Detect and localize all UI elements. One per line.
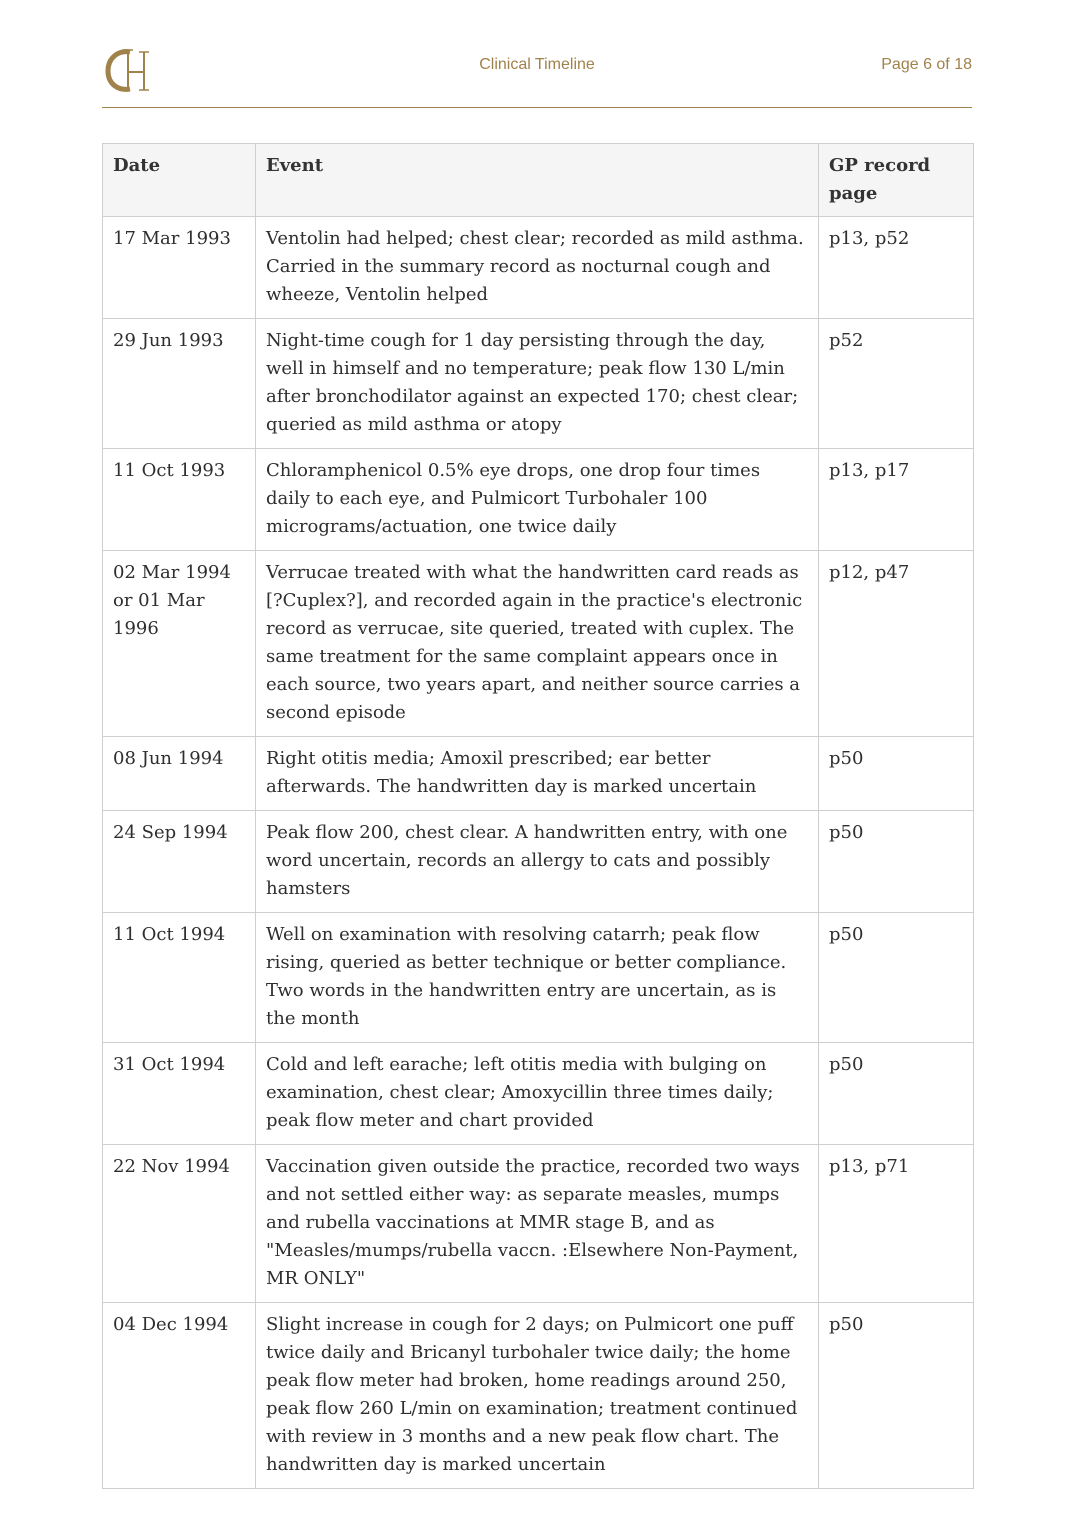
gp-page-cell: p50 [819,1303,974,1489]
date-cell: 22 Nov 1994 [103,1145,256,1303]
table-row [103,217,974,319]
table-row [103,449,974,551]
gp-page-cell: p13, p52 [819,217,974,319]
date-cell: 08 Jun 1994 [103,737,256,811]
column-header-event: Event [256,144,819,217]
event-cell: Night-time cough for 1 day persisting through the day, well in himself and no temperature; peak flow 130 L/min after bronchodilator against an expected 170; chest clear; queried as mild asthma or atopy [256,319,819,449]
event-cell: Vaccination given outside the practice, recorded two ways and not settled either way: as separate measles, mumps and rubella vaccinations at MMR stage B, and as "Measles/mumps/rubella vaccn. :Elsewhere Non-Payment, MR ONLY" [256,1145,819,1303]
event-cell: Verrucae treated with what the handwritten card reads as [?Cuplex?], and recorded again in the practice's electronic record as verrucae, site queried, treated with cuplex. The same treatment for the same complaint appears once in each source, two years apart, and neither source carries a second episode [256,551,819,737]
date-cell: 29 Jun 1993 [103,319,256,449]
table-row [103,319,974,449]
date-cell: 02 Mar 1994 or 01 Mar 1996 [103,551,256,737]
gp-page-cell: p50 [819,913,974,1043]
table-row [103,1043,974,1145]
table-row [103,1303,974,1489]
date-cell: 11 Oct 1994 [103,913,256,1043]
event-cell: Peak flow 200, chest clear. A handwritten entry, with one word uncertain, records an allergy to cats and possibly hamsters [256,811,819,913]
event-cell: Slight increase in cough for 2 days; on Pulmicort one puff twice daily and Bricanyl turbohaler twice daily; the home peak flow meter had broken, home readings around 250, peak flow 260 L/min on examination; treatment continued with review in 3 months and a new peak flow chart. The handwritten day is marked uncertain [256,1303,819,1489]
column-header-date: Date [103,144,256,217]
page-indicator: Page 6 of 18 [881,56,972,73]
event-cell: Ventolin had helped; chest clear; recorded as mild asthma. Carried in the summary record as nocturnal cough and wheeze, Ventolin helped [256,217,819,319]
column-header-gp-record-page: GP record page [819,144,974,217]
date-cell: 17 Mar 1993 [103,217,256,319]
table-row [103,811,974,913]
clinical-timeline-table [102,143,974,1489]
date-cell: 04 Dec 1994 [103,1303,256,1489]
event-cell: Chloramphenicol 0.5% eye drops, one drop four times daily to each eye, and Pulmicort Turbohaler 100 micrograms/actuation, one twice daily [256,449,819,551]
date-cell: 24 Sep 1994 [103,811,256,913]
gp-page-cell: p13, p17 [819,449,974,551]
gp-page-cell: p50 [819,1043,974,1145]
table-header [103,144,974,217]
date-cell: 31 Oct 1994 [103,1043,256,1145]
gp-page-cell: p13, p71 [819,1145,974,1303]
date-cell: 11 Oct 1993 [103,449,256,551]
gp-page-cell: p52 [819,319,974,449]
table-row [103,1145,974,1303]
table-row [103,551,974,737]
document-title: Clinical Timeline [479,56,595,73]
gp-page-cell: p50 [819,737,974,811]
table-row [103,737,974,811]
table-header-row [103,144,974,217]
gp-page-cell: p12, p47 [819,551,974,737]
gp-page-cell: p50 [819,811,974,913]
event-cell: Right otitis media; Amoxil prescribed; ear better afterwards. The handwritten day is marked uncertain [256,737,819,811]
event-cell: Well on examination with resolving catarrh; peak flow rising, queried as better technique or better compliance. Two words in the handwritten entry are uncertain, as is the month [256,913,819,1043]
table-body [103,217,974,1489]
table-row [103,913,974,1043]
event-cell: Cold and left earache; left otitis media with bulging on examination, chest clear; Amoxycillin three times daily; peak flow meter and chart provided [256,1043,819,1145]
page-header [102,40,972,108]
